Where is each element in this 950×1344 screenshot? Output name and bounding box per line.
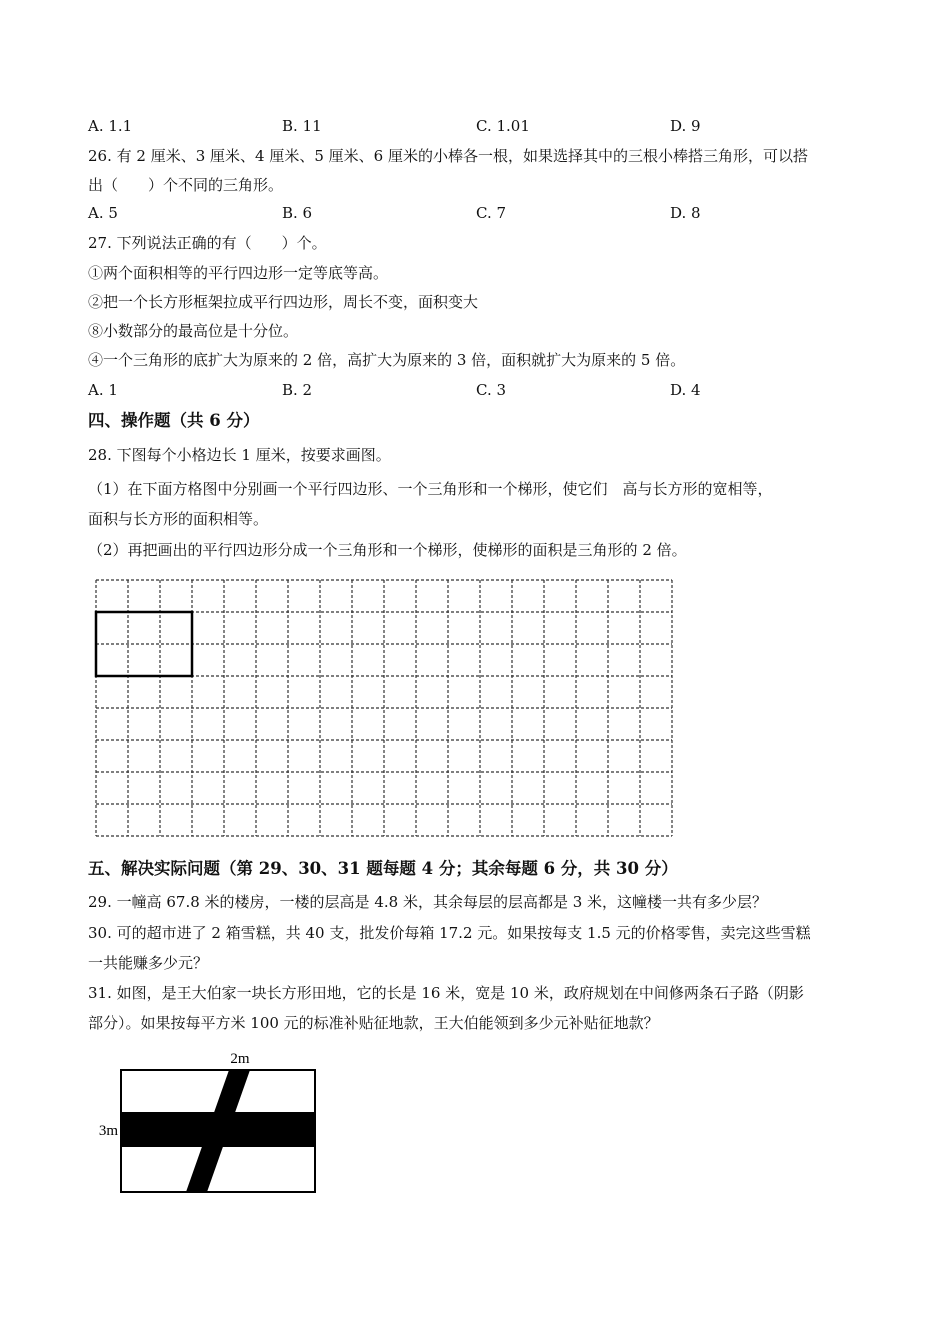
q27-statement-2: ②把一个长方形框架拉成平行四边形，周长不变，面积变大 xyxy=(88,293,479,311)
q26-stem-line2: 出（ ）个不同的三角形。 xyxy=(88,176,284,194)
option-a: A. 1 xyxy=(88,381,118,399)
square-grid xyxy=(94,578,674,840)
field-diagram xyxy=(90,1045,330,1205)
section-4-heading: 四、操作题（共 6 分） xyxy=(88,411,260,430)
q26-stem-line1: 26. 有 2 厘米、3 厘米、4 厘米、5 厘米、6 厘米的小棒各一根，如果选择其中的三根小棒搭三角形，可以搭 xyxy=(88,147,808,165)
option-b: B. 11 xyxy=(282,117,322,135)
option-d: D. 9 xyxy=(670,117,701,135)
q28-part1-line2: 面积与长方形的面积相等。 xyxy=(88,510,269,528)
q27-statement-3: ⑧小数部分的最高位是十分位。 xyxy=(88,322,299,340)
road-width-label-left: 3m xyxy=(98,1123,118,1139)
section-5-heading: 五、解决实际问题（第 29、30、31 题每题 4 分；其余每题 6 分，共 30 分） xyxy=(88,859,678,878)
q28-stem: 28. 下图每个小格边长 1 厘米，按要求画图。 xyxy=(88,446,391,464)
q31-line2: 部分）。如果按每平方米 100 元的标准补贴征地款，王大伯能领到多少元补贴征地款？ xyxy=(88,1014,659,1032)
option-b: B. 2 xyxy=(282,381,313,399)
option-c: C. 1.01 xyxy=(476,117,530,135)
option-c: C. 3 xyxy=(476,381,507,399)
option-d: D. 4 xyxy=(670,381,701,399)
road-width-label-top: 2m xyxy=(230,1051,250,1067)
q27-statement-4: ④一个三角形的底扩大为原来的 2 倍，高扩大为原来的 3 倍，面积就扩大为原来的 5 倍。 xyxy=(88,351,686,369)
q27-stem: 27. 下列说法正确的有（ ）个。 xyxy=(88,234,327,252)
option-d: D. 8 xyxy=(670,204,701,222)
q29-text: 29. 一幢高 67.8 米的楼房，一楼的层高是 4.8 米，其余每层的层高都是 3 米，这幢楼一共有多少层？ xyxy=(88,893,768,911)
q30-line2: 一共能赚多少元？ xyxy=(88,954,209,972)
q30-line1: 30. 可的超市进了 2 箱雪糕，共 40 支，批发价每箱 17.2 元。如果按每支 1.5 元的价格零售，卖完这些雪糕 xyxy=(88,924,811,942)
q31-line1: 31. 如图，是王大伯家一块长方形田地，它的长是 16 米，宽是 10 米，政府规划在中间修两条石子路（阴影 xyxy=(88,984,804,1002)
option-c: C. 7 xyxy=(476,204,507,222)
option-b: B. 6 xyxy=(282,204,313,222)
q28-part2: （2）再把画出的平行四边形分成一个三角形和一个梯形，使梯形的面积是三角形的 2 倍。 xyxy=(88,541,687,559)
option-a: A. 1.1 xyxy=(88,117,133,135)
q28-part1-line1: （1）在下面方格图中分别画一个平行四边形、一个三角形和一个梯形，使它们 高与长方形的宽相等， xyxy=(88,480,773,498)
q27-statement-1: ①两个面积相等的平行四边形一定等底等高。 xyxy=(88,264,389,282)
option-a: A. 5 xyxy=(88,204,118,222)
